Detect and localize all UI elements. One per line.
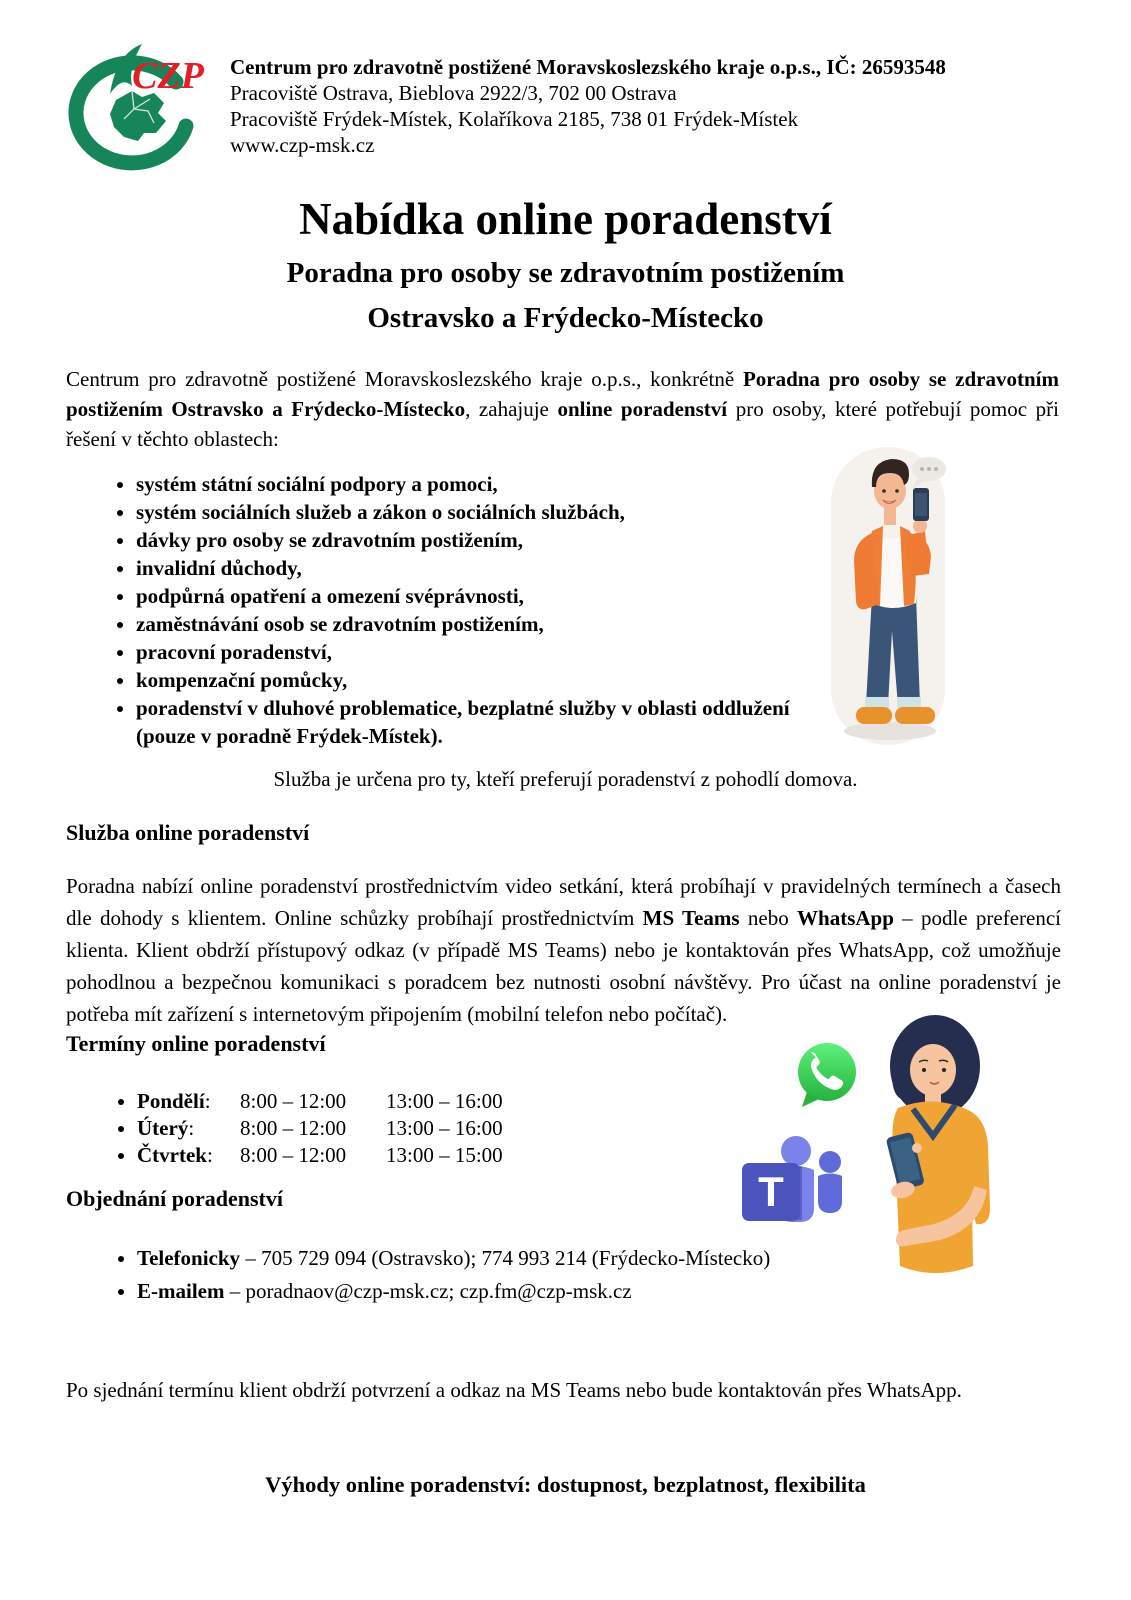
schedule-colon: : bbox=[206, 1143, 213, 1167]
schedule-am: 8:00 – 12:00 bbox=[240, 1116, 347, 1140]
topic-item: • systém státní sociální podpory a pomoci, bbox=[136, 470, 790, 498]
service-seg1: Poradna nabízí online poradenství prostřednictvím video setkání, která probíhají v pravidelných termínech a časech dle dohody s klientem. Online schůzky probíhají prostřednictvím bbox=[66, 873, 1061, 930]
service-seg4-bold: WhatsApp bbox=[797, 905, 894, 930]
address-ostrava: Pracoviště Ostrava, Bieblova 2922/3, 702 00 Ostrava bbox=[230, 81, 677, 105]
contact-phone-value: – 705 729 094 (Ostravsko); 774 993 214 (Frýdecko-Místecko) bbox=[240, 1246, 771, 1270]
schedule-am: 8:00 – 12:00 bbox=[240, 1089, 347, 1113]
contact-email-label: E-mailem bbox=[137, 1279, 225, 1303]
benefits-line: Výhody online poradenství: dostupnost, bezplatnost, flexibilita bbox=[265, 1472, 866, 1497]
page-subtitle-1: Poradna pro osoby se zdravotním postižením bbox=[286, 257, 845, 290]
topic-item: • invalidní důchody, bbox=[136, 554, 790, 582]
ms-teams-logo-icon bbox=[734, 1130, 846, 1232]
woman-illustration-icon bbox=[840, 1012, 1015, 1274]
header-text bbox=[230, 42, 946, 158]
intro-seg2-bold: Poradna pro osoby se zdravotním postižením Ostravsko a Frýdecko-Místecko bbox=[66, 366, 1059, 421]
intro-seg4-bold: online poradenství bbox=[557, 396, 728, 421]
topics-list bbox=[0, 470, 790, 750]
schedule-pm: 13:00 – 16:00 bbox=[386, 1089, 503, 1113]
tagline: Služba je určena pro ty, kteří preferují poradenství z pohodlí domova. bbox=[273, 766, 858, 791]
topic-item: • systém sociálních služeb a zákon o sociálních službách, bbox=[136, 498, 790, 526]
topic-item: • podpůrná opatření a omezení svéprávnosti, bbox=[136, 582, 790, 610]
topic-item: • dávky pro osoby se zdravotním postižením, bbox=[136, 526, 790, 554]
section-heading-order: Objednání poradenství bbox=[66, 1186, 283, 1211]
website: www.czp-msk.cz bbox=[230, 133, 375, 157]
topic-item: • poradenství v dluhové problematice, bezplatné služby v oblasti oddlužení (pouze v poradně Frýdek-Místek). bbox=[136, 694, 790, 750]
service-seg5: – podle preferencí klienta. Klient obdrží přístupový odkaz (v případě MS Teams) nebo je kontaktován přes WhatsApp, což umožňuje pohodlnou a bezpečnou komunikaci s poradcem bez nutnosti osobní návštěvy. Pro účast na online poradenství je potřeba mít zařízení s internetovým připojením (mobilní telefon nebo počítač). bbox=[66, 905, 1062, 1026]
contact-email-value: – poradnaov@czp-msk.cz; czp.fm@czp-msk.cz bbox=[224, 1279, 632, 1303]
intro-seg5: pro osoby, které potřebují pomoc při řešení v těchto oblastech: bbox=[66, 396, 1060, 451]
section-heading-schedule: Termíny online poradenství bbox=[66, 1031, 326, 1056]
service-paragraph bbox=[66, 870, 1061, 1030]
section-heading-service: Služba online poradenství bbox=[66, 819, 310, 845]
czp-logo-text: CZP bbox=[132, 55, 204, 97]
schedule-colon: : bbox=[204, 1089, 211, 1113]
man-illustration-icon bbox=[826, 443, 956, 755]
address-frydek: Pracoviště Frýdek-Místek, Kolaříkova 2185, 738 01 Frýdek-Místek bbox=[230, 107, 799, 131]
service-seg2-bold: MS Teams bbox=[642, 905, 740, 930]
org-name: Centrum pro zdravotně postižené Moravskoslezského kraje o.p.s., IČ: 26593548 bbox=[230, 55, 946, 79]
topic-item: • kompenzační pomůcky, bbox=[136, 666, 790, 694]
schedule-pm: 13:00 – 16:00 bbox=[386, 1116, 503, 1140]
schedule-am: 8:00 – 12:00 bbox=[240, 1143, 347, 1167]
intro-seg1: Centrum pro zdravotně postižené Moravskoslezského kraje o.p.s., konkrétně bbox=[66, 366, 743, 391]
woman-with-phone-illustration bbox=[840, 1012, 1015, 1279]
topic-item: • zaměstnávání osob se zdravotním postižením, bbox=[136, 610, 790, 638]
service-seg3: nebo bbox=[739, 905, 798, 930]
czp-logo-icon bbox=[58, 42, 208, 172]
man-with-phone-illustration bbox=[826, 443, 956, 760]
topic-item: • pracovní poradenství, bbox=[136, 638, 790, 666]
contact-email bbox=[137, 1275, 1037, 1308]
teams-letter: T bbox=[758, 1168, 784, 1215]
schedule-pm: 13:00 – 15:00 bbox=[386, 1143, 503, 1167]
schedule-colon: : bbox=[188, 1116, 195, 1140]
schedule-day: Čtvrtek bbox=[137, 1143, 207, 1167]
header bbox=[0, 0, 1131, 172]
contact-phone-label: Telefonicky bbox=[137, 1246, 241, 1270]
ms-teams-icon bbox=[734, 1130, 846, 1237]
czp-logo bbox=[58, 42, 208, 172]
page-title: Nabídka online poradenství bbox=[299, 194, 832, 244]
closing-paragraph: Po sjednání termínu klient obdrží potvrzení a odkaz na MS Teams nebo bude kontaktován přes WhatsApp. bbox=[66, 1378, 962, 1402]
page-subtitle-2: Ostravsko a Frýdecko-Místecko bbox=[367, 302, 764, 335]
schedule-day: Úterý bbox=[137, 1116, 189, 1140]
schedule-day: Pondělí bbox=[137, 1089, 205, 1113]
intro-seg3: , zahajuje bbox=[465, 396, 558, 421]
intro-paragraph bbox=[66, 364, 1059, 454]
